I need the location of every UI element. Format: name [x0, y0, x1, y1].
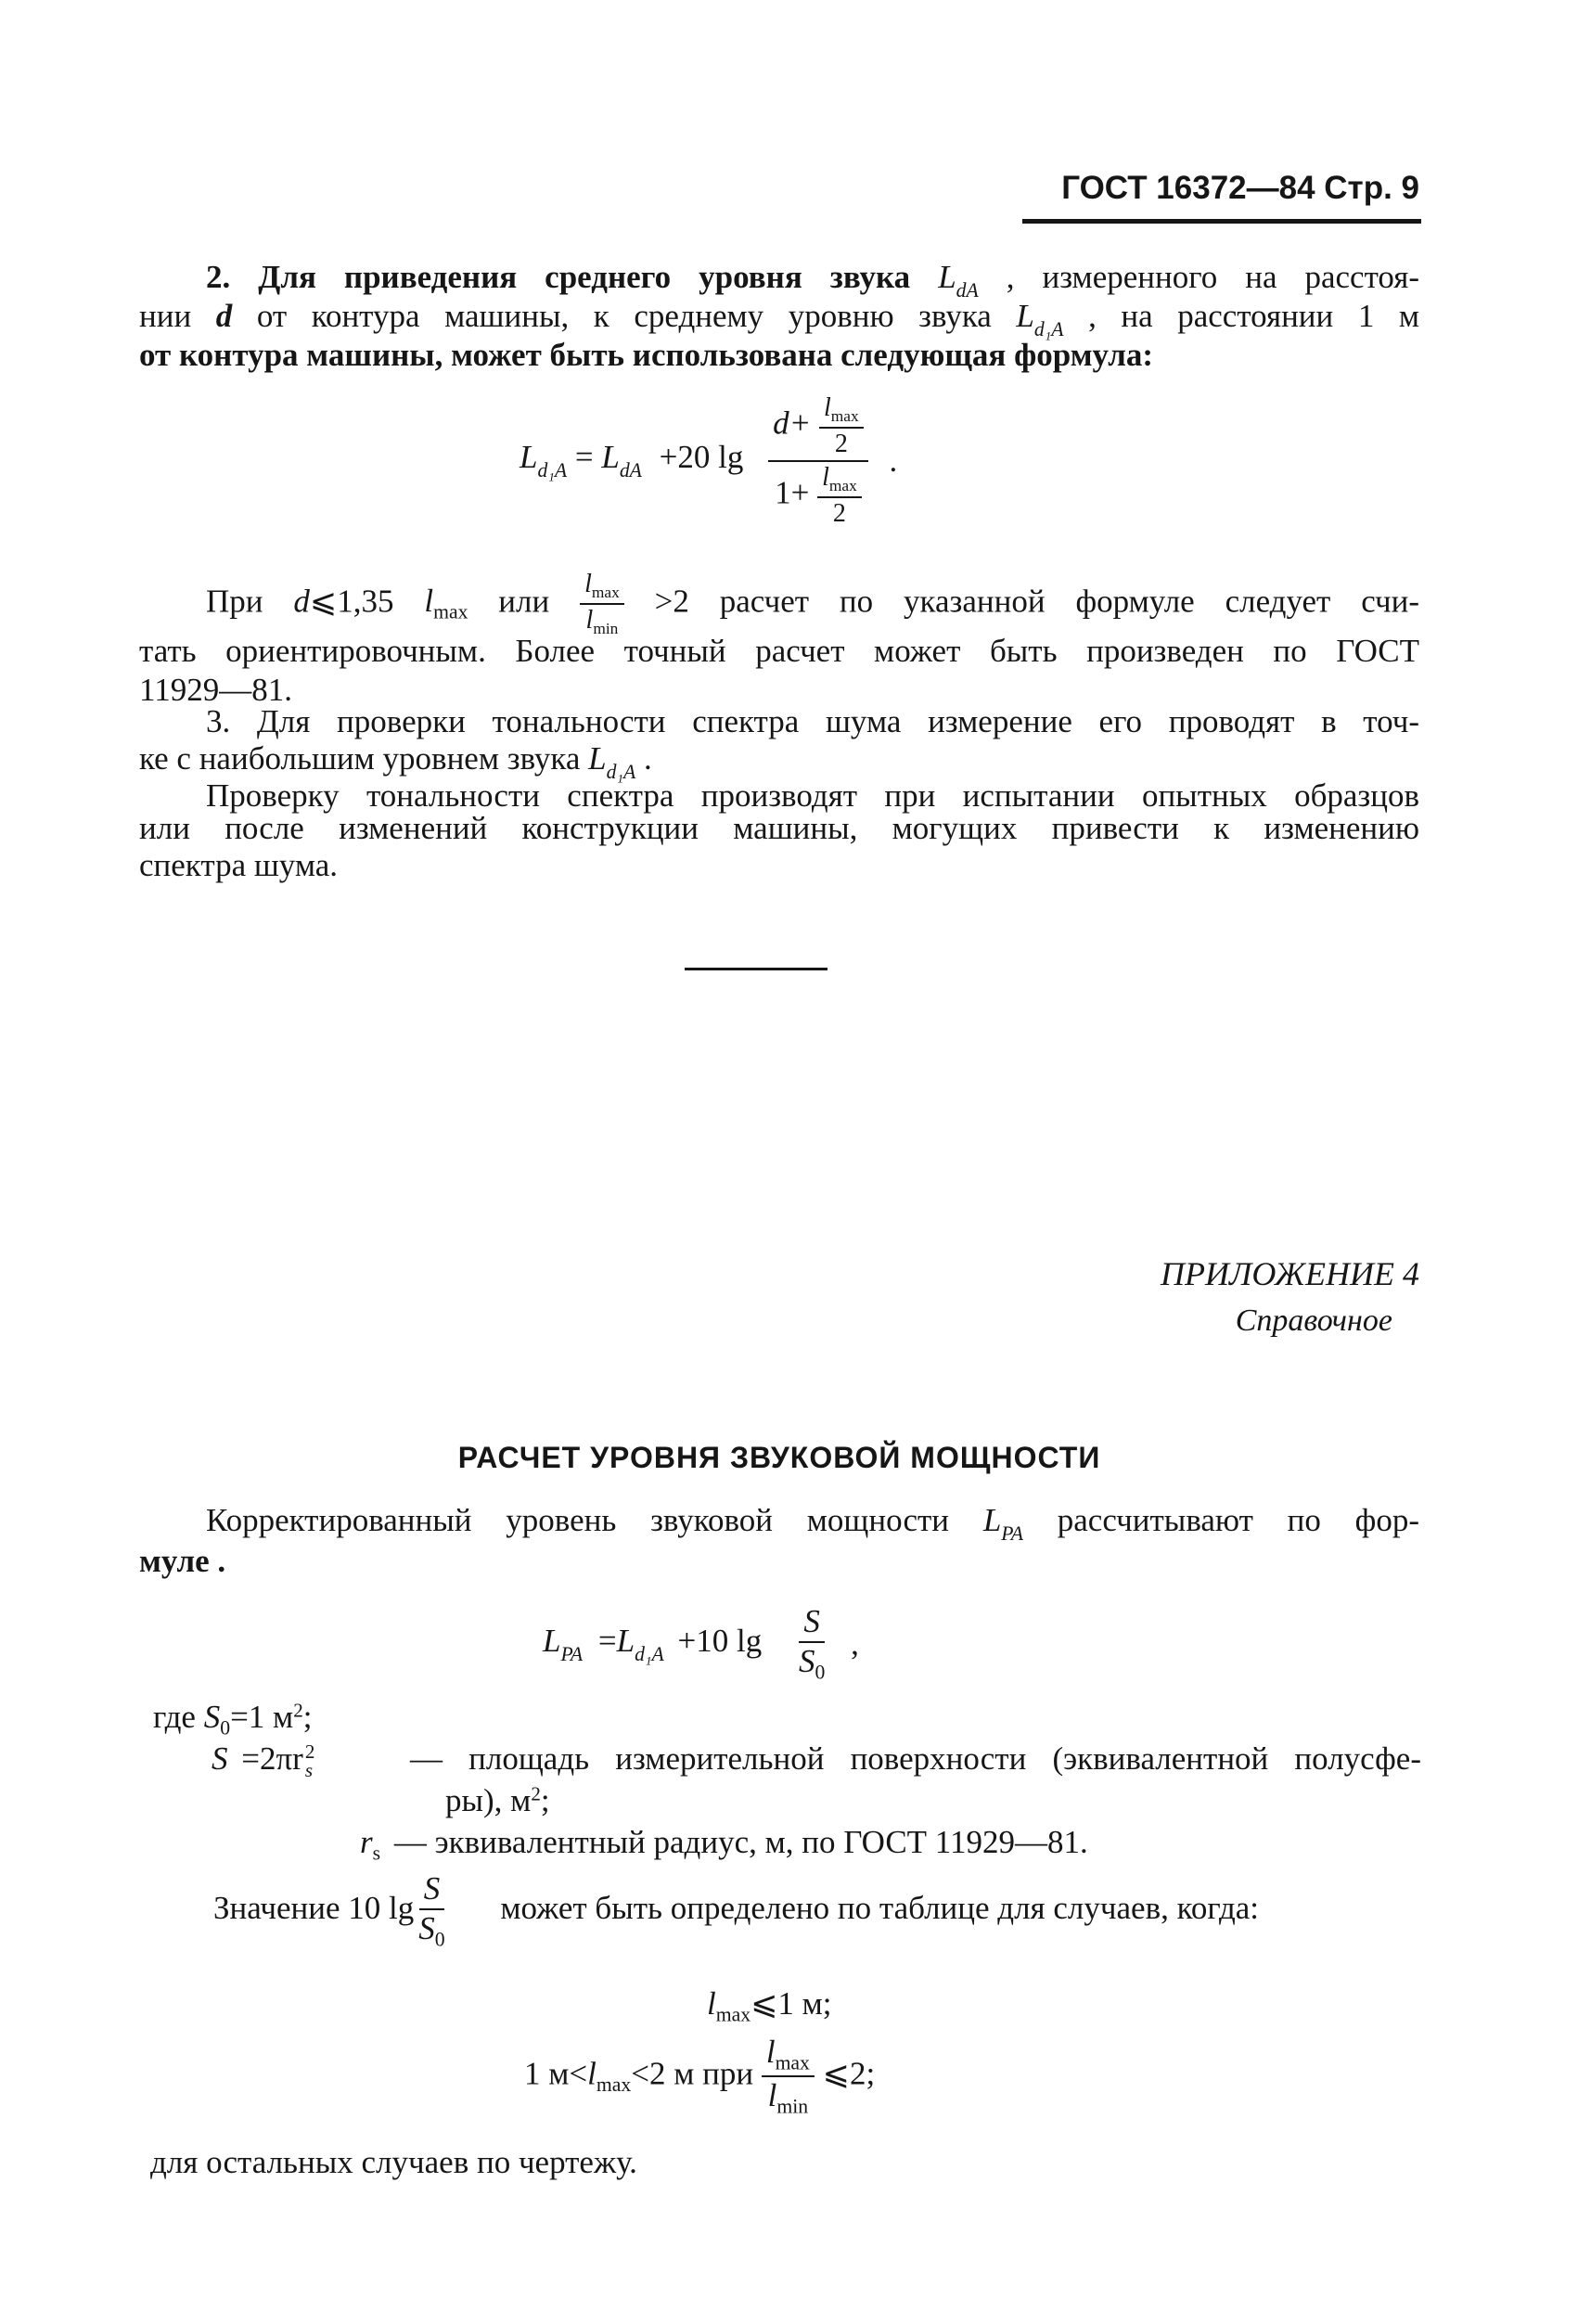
- operator: =: [597, 1622, 617, 1659]
- punctuation: ,: [851, 1625, 859, 1663]
- text: тать ориентировочным. Более точный расчет может быть произведен по ГОСТ: [139, 633, 1419, 669]
- subscript: max: [828, 476, 857, 494]
- symbol: S: [212, 1740, 228, 1777]
- symbol: S: [799, 1642, 815, 1679]
- symbol: l: [584, 570, 592, 598]
- text: ⩽2;: [822, 2055, 876, 2092]
- text: от контура машины, может быть использована следующая формула:: [139, 337, 1153, 373]
- inner-fraction: [819, 394, 864, 458]
- punctuation: ;: [302, 1699, 313, 1735]
- symbol: l: [822, 462, 829, 492]
- symbol: L: [982, 1502, 1002, 1538]
- text: ке с наибольшим уровнем звука: [139, 740, 581, 777]
- subscript: dA: [956, 278, 979, 302]
- text: ⩽1,35: [309, 583, 394, 620]
- text: При: [206, 583, 263, 620]
- subscript: min: [593, 620, 619, 638]
- item3-line1: [206, 702, 1419, 741]
- text: от контура машины, к среднему уровню звука: [256, 298, 992, 334]
- text: 3. Для проверки тональности спектра шума измерение его проводят в точ-: [206, 703, 1419, 739]
- subscript: min: [776, 2095, 809, 2118]
- symbol: S: [418, 1909, 435, 1946]
- superscript: 2: [293, 1699, 303, 1722]
- symbol: S: [203, 1699, 221, 1735]
- condition-2: [524, 2035, 875, 2118]
- text: 2: [834, 430, 848, 459]
- symbol: l: [765, 2034, 776, 2070]
- text: , на расстоянии 1 м: [1088, 298, 1420, 334]
- subscript: max: [591, 584, 620, 602]
- text: для остальных случаев по чертежу.: [150, 2144, 637, 2180]
- text: — эквивалентный радиус, м, по ГОСТ 11929—81.: [393, 1824, 1088, 1860]
- superscript: 2: [531, 1782, 541, 1805]
- formula-1: [520, 394, 897, 527]
- text: ⩽1 м;: [751, 1985, 832, 2022]
- text: >2 расчет по указанной формуле следует счи-: [654, 583, 1420, 620]
- fraction-numerator: S: [799, 1605, 825, 1643]
- symbol: l: [767, 2077, 777, 2114]
- ratio-fraction: [580, 571, 624, 638]
- text: Корректированный уровень звуковой мощности: [206, 1502, 950, 1538]
- subscript: PA: [560, 1642, 584, 1665]
- subscript: max: [715, 2003, 751, 2026]
- final-line: [150, 2143, 1430, 2182]
- text: d+: [773, 404, 812, 442]
- punctuation: .: [889, 442, 898, 479]
- subscript: d₁A: [537, 459, 568, 482]
- value-line: [213, 1872, 1494, 1950]
- subscript: max: [433, 600, 468, 623]
- appendix-type: Справочное: [1235, 1303, 1392, 1338]
- item2-line3: [139, 336, 1419, 375]
- text: нии: [139, 298, 192, 334]
- subscript: max: [830, 407, 859, 426]
- text: спектра шума.: [139, 847, 339, 883]
- symbol: r: [360, 1824, 373, 1860]
- operator: +10 lg: [677, 1622, 763, 1659]
- page-header: ГОСТ 16372—84 Стр. 9: [1061, 170, 1419, 206]
- subscript: 0: [434, 1928, 445, 1951]
- fraction-numerator: S: [419, 1872, 445, 1910]
- subscript: dA: [619, 459, 642, 482]
- fraction-denominator: [770, 462, 866, 528]
- note1-line1: [206, 571, 1419, 640]
- subscript: s: [304, 1758, 314, 1781]
- text: где: [153, 1699, 196, 1735]
- where-line2-desc: [410, 1740, 1421, 1778]
- text: или после изменений конструкции машины, могущих привести к изменению: [139, 810, 1419, 846]
- symbol: d: [293, 583, 310, 620]
- text: 1+: [775, 474, 810, 511]
- note1-line2: [139, 632, 1419, 671]
- subscript: 0: [815, 1661, 826, 1684]
- appendix-label: ПРИЛОЖЕНИЕ 4: [1161, 1255, 1419, 1292]
- superscript: 2: [304, 1740, 315, 1764]
- symbol: L: [588, 740, 607, 777]
- text: =2πr: [241, 1740, 303, 1777]
- section-title: РАСЧЕТ УРОВНЯ ЗВУКОВОЙ МОЩНОСТИ: [457, 1441, 1101, 1474]
- text: или: [498, 583, 550, 620]
- subscript: max: [775, 2051, 810, 2074]
- header-rule: [1022, 219, 1421, 224]
- symbol: L: [938, 259, 956, 295]
- text: 11929—81.: [139, 672, 292, 708]
- area-ratio-fraction: [794, 1605, 829, 1683]
- power-line2: [139, 1542, 1419, 1581]
- symbol: L: [520, 439, 538, 476]
- text: 1 м<: [524, 2055, 588, 2092]
- subscript: s: [372, 1842, 381, 1865]
- section-separator: [685, 968, 827, 970]
- symbol: L: [601, 439, 620, 476]
- symbol: L: [543, 1622, 561, 1659]
- symbol: l: [707, 1985, 716, 2022]
- fraction-numerator: [768, 394, 868, 462]
- operator: +20 lg: [659, 439, 744, 476]
- symbol: L: [1016, 298, 1034, 334]
- inner-fraction: [817, 464, 862, 528]
- symbol: l: [585, 606, 594, 636]
- operator: =: [574, 439, 594, 476]
- text: может быть определено по таблице для случаев, когда:: [500, 1890, 1260, 1927]
- text: муле .: [139, 1543, 226, 1579]
- symbol: l: [424, 583, 434, 620]
- text: рассчитывают по фор-: [1057, 1502, 1419, 1538]
- subscript: d₁A: [606, 760, 636, 783]
- subscript: 0: [220, 1716, 231, 1740]
- formula-2: [543, 1605, 859, 1683]
- symbol: d: [215, 298, 233, 334]
- value-fraction: [414, 1872, 449, 1950]
- symbol: l: [587, 2055, 597, 2092]
- main-fraction: [768, 394, 868, 527]
- text: ры), м: [445, 1782, 532, 1818]
- subscript: PA: [1001, 1522, 1023, 1545]
- item3-p2-line2: [139, 809, 1419, 848]
- text: =1 м: [230, 1699, 294, 1735]
- punctuation: .: [644, 740, 652, 777]
- text: <2 м при: [631, 2055, 754, 2092]
- text: Проверку тональности спектра производят при испытании опытных образцов: [206, 777, 1419, 814]
- subscript: d₁A: [1033, 317, 1064, 340]
- subscript: d₁A: [635, 1642, 664, 1665]
- text: — площадь измерительной поверхности (эквивалентной полусфе-: [410, 1740, 1421, 1777]
- where-line3: [445, 1781, 1578, 1820]
- text: 2. Для приведения среднего уровня звука: [206, 259, 911, 295]
- symbol: l: [824, 393, 831, 422]
- punctuation: ;: [540, 1782, 550, 1818]
- item3-p2-line3: [139, 846, 1419, 885]
- symbol: L: [616, 1622, 635, 1659]
- text: Значение 10 lg: [213, 1890, 415, 1927]
- text: 2: [832, 498, 846, 528]
- text: , измеренного на расстоя-: [1006, 259, 1420, 295]
- condition-1: [707, 1985, 832, 2027]
- subscript: max: [596, 2074, 632, 2096]
- where-line4: [360, 1823, 1578, 1873]
- condition-fraction: [762, 2035, 815, 2118]
